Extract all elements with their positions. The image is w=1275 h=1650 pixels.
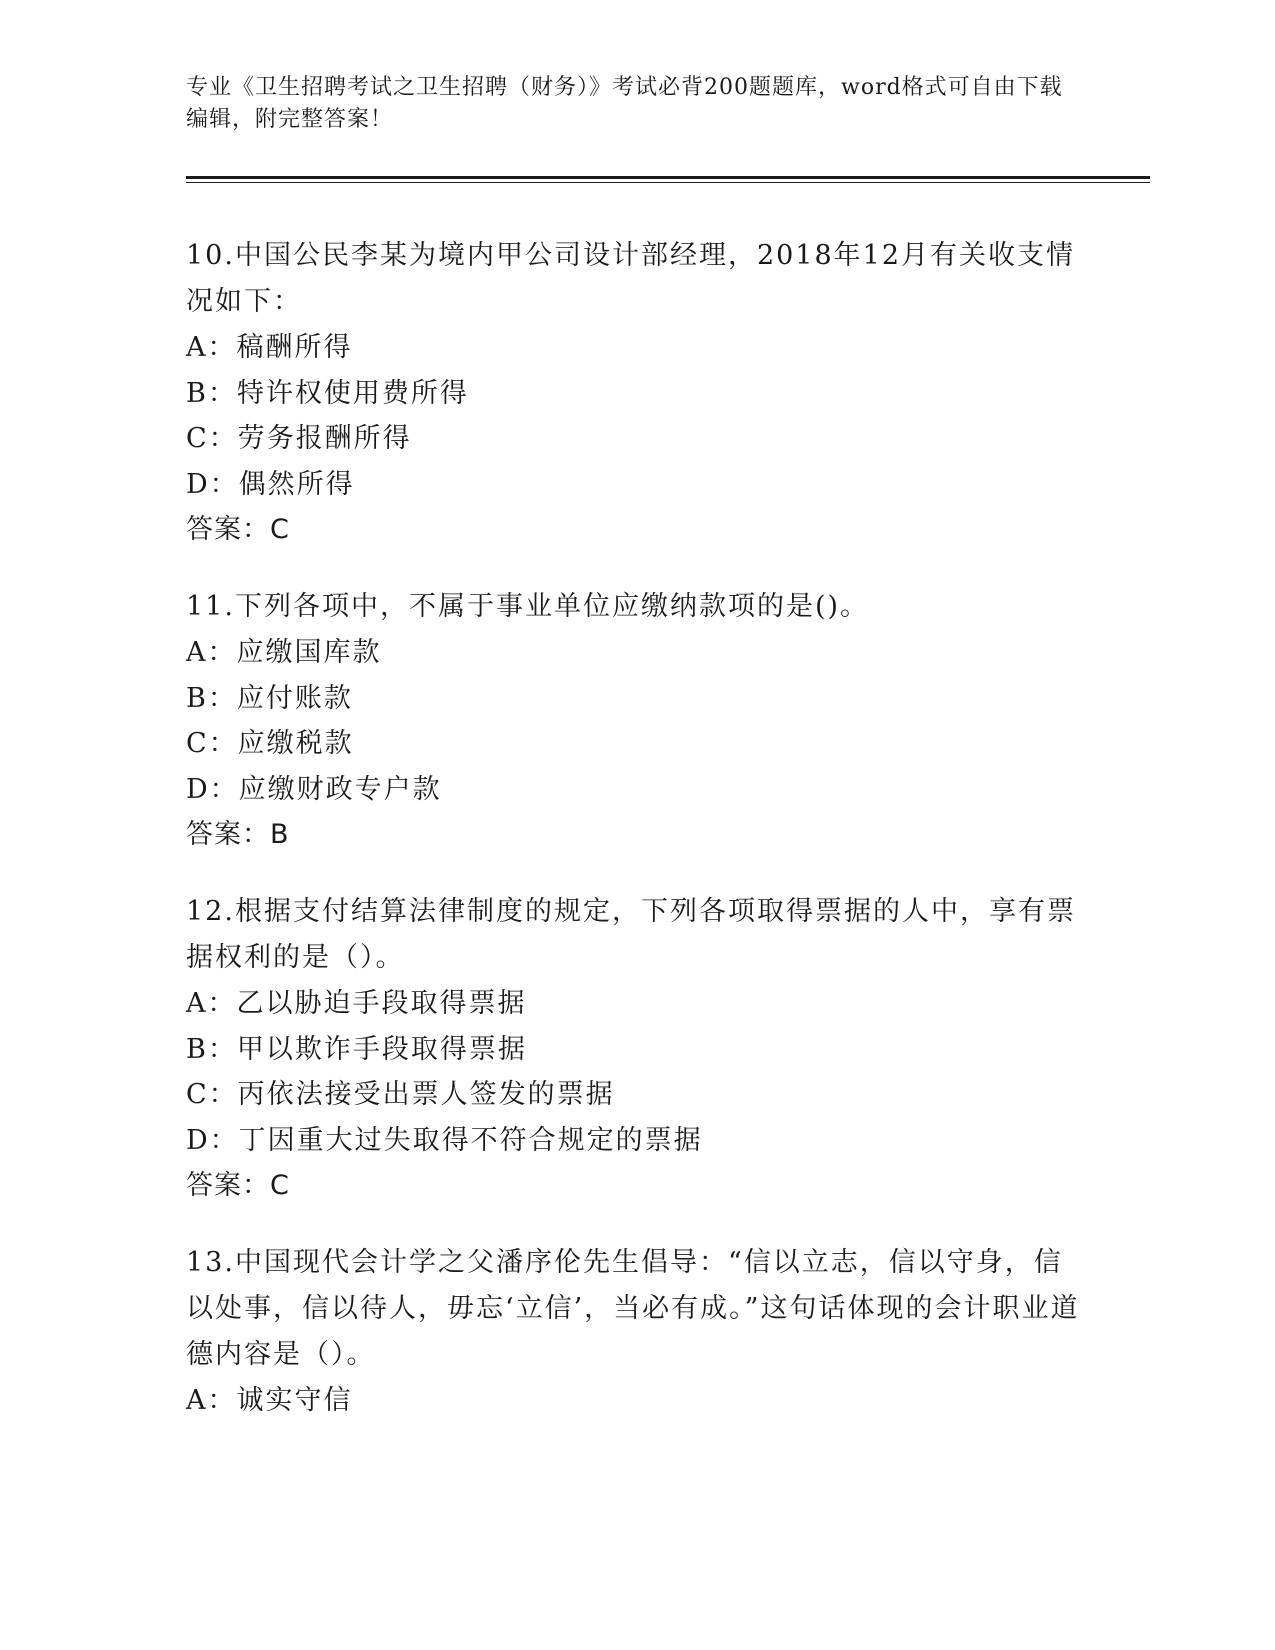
question-stem: 13.中国现代会计学之父潘序伦先生倡导：“信以立志，信以守身，信以处事，信以待人，毋忘‘立信’，当必有成。”这句话体现的会计职业道德内容是（）。 bbox=[186, 1247, 1080, 1370]
question-list bbox=[186, 233, 1086, 1455]
question-12 bbox=[186, 889, 1086, 1209]
option-b: B：特许权使用费所得 bbox=[186, 377, 469, 409]
option-d: D：偶然所得 bbox=[186, 468, 355, 500]
option-c: C：劳务报酬所得 bbox=[186, 423, 412, 454]
header-divider-thick bbox=[186, 176, 1150, 179]
option-a: A：乙以胁迫手段取得票据 bbox=[186, 988, 527, 1019]
question-stem: 12.根据支付结算法律制度的规定，下列各项取得票据的人中，享有票据权利的是（）。 bbox=[186, 896, 1076, 973]
question-stem: 10.中国公民李某为境内甲公司设计部经理，2018年12月有关收支情况如下： bbox=[186, 240, 1076, 317]
option-c: C：应缴税款 bbox=[186, 728, 354, 759]
option-c: C：丙依法接受出票人签发的票据 bbox=[186, 1079, 615, 1110]
answer-line: 答案：C bbox=[186, 1170, 290, 1201]
option-b: B：应付账款 bbox=[186, 682, 353, 714]
question-10 bbox=[186, 233, 1086, 553]
document-header: 专业《卫生招聘考试之卫生招聘（财务）》考试必背200题题库，word格式可自由下载编辑，附完整答案！ bbox=[186, 75, 1063, 132]
option-a: A：应缴国库款 bbox=[186, 637, 382, 668]
question-stem: 11.下列各项中，不属于事业单位应缴纳款项的是()。 bbox=[186, 591, 870, 622]
option-d: D：丁因重大过失取得不符合规定的票据 bbox=[186, 1124, 703, 1156]
option-a: A：稿酬所得 bbox=[186, 332, 353, 363]
option-b: B：甲以欺诈手段取得票据 bbox=[186, 1033, 527, 1065]
answer-line: 答案：C bbox=[186, 514, 290, 545]
option-a: A：诚实守信 bbox=[186, 1385, 353, 1416]
answer-line: 答案：B bbox=[186, 819, 290, 850]
option-d: D：应缴财政专户款 bbox=[186, 773, 442, 805]
header-divider-thin bbox=[186, 182, 1150, 183]
question-13 bbox=[186, 1240, 1086, 1424]
question-11 bbox=[186, 584, 1086, 858]
